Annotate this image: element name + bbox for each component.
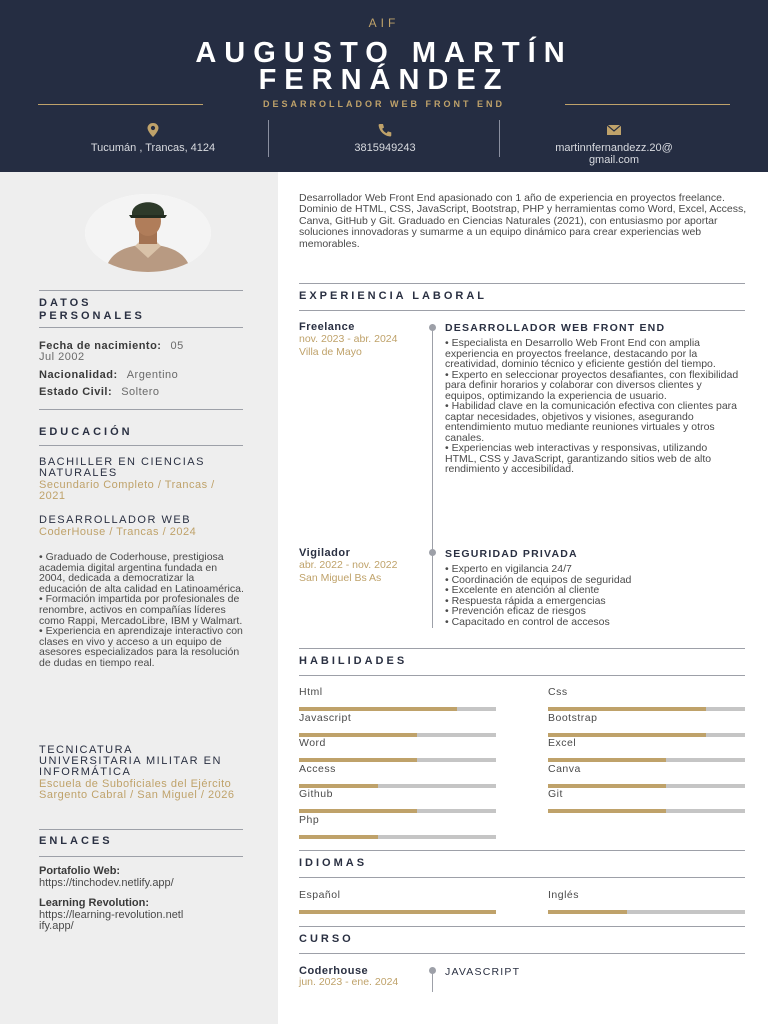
course-dates: jun. 2023 - ene. 2024 (299, 976, 399, 988)
skill-name: Word (299, 737, 326, 750)
section-title-experience: EXPERIENCIA LABORAL (299, 290, 487, 302)
skill-level-fill (299, 784, 378, 788)
job-company: Freelance (299, 321, 355, 333)
language-name: Inglés (548, 889, 580, 901)
skill-name: Excel (548, 737, 577, 750)
job-place: San Miguel Bs As (299, 572, 382, 584)
learning-link[interactable]: https://learning-revolution.netl ify.app/ (39, 909, 184, 932)
divider (39, 327, 243, 328)
timeline-dot (429, 324, 436, 331)
education-detail: Secundario Completo / Trancas / 2021 (39, 479, 215, 502)
course-name: JAVASCRIPT (445, 966, 521, 978)
mail-icon (605, 122, 623, 138)
education-bullets: • Graduado de Coderhouse, prestigiosa academia digital argentina fundada en 2004, dedicada a democratizar la educación de alta calidad en Latinoamérica. • Formación impartida por profesionales de renombre, activos en compañías líderes como Rappi, MercadoLibre, IBM y Walmart. • Experiencia en aprendizaje interactivo con clases en vivo y acceso a un equipo de asesores especializados para la resolución de dudas en tiempo real. (39, 551, 244, 669)
divider (39, 290, 243, 291)
course-institution: Coderhouse (299, 965, 369, 977)
birth-date: Fecha de nacimiento: 05 Jul 2002 (39, 340, 184, 363)
education-detail: CoderHouse / Trancas / 2024 (39, 526, 197, 538)
education-degree: BACHILLER EN CIENCIAS NATURALES (39, 456, 205, 479)
skill-item (548, 686, 745, 711)
divider (299, 926, 745, 927)
skill-level-bar (548, 707, 745, 711)
skill-name: Github (299, 788, 333, 801)
education-degree: DESARROLLADOR WEB (39, 514, 192, 526)
skill-item (548, 737, 745, 762)
skill-item (299, 814, 496, 839)
skill-level-fill (299, 707, 457, 711)
section-title-courses: CURSO (299, 933, 354, 945)
skill-name: Access (299, 762, 336, 775)
divider (299, 283, 745, 284)
skill-name: Php (299, 814, 320, 826)
skill-level-fill (548, 758, 666, 762)
language-level-fill (548, 910, 627, 914)
contact-phone (300, 122, 470, 154)
skill-item (548, 763, 745, 788)
skill-level-fill (299, 758, 417, 762)
skill-item (299, 737, 496, 762)
name-line-1: AUGUSTO MARTÍN (195, 37, 573, 69)
profile-summary: Desarrollador Web Front End apasionado con 1 año de experiencia en proyectos freelance. Dominio de HTML, CSS, JavaScript, Bootstrap, PHP y herramientas como Word, Excel, Access, Canva, GitHub y Git. Graduado en Ciencias Naturales (2021), con entusiasmo por aportar soluciones innovadoras y sumarme a un equipo dinámico para crear experiencias web memorables. (299, 192, 747, 250)
skill-name: Html (299, 686, 323, 698)
skill-item (299, 712, 496, 737)
skill-item (299, 686, 496, 711)
timeline-dot (429, 549, 436, 556)
skill-level-bar (299, 707, 496, 711)
section-title-links: ENLACES (39, 835, 113, 847)
job-dates: nov. 2023 - abr. 2024 (299, 333, 398, 345)
timeline-dot (429, 967, 436, 974)
skill-level-bar (299, 784, 496, 788)
section-title-languages: IDIOMAS (299, 857, 368, 869)
language-item (548, 889, 745, 914)
education-detail: Escuela de Suboficiales del Ejército Sargento Cabral / San Miguel / 2026 (39, 778, 235, 801)
skill-level-bar (299, 809, 496, 813)
full-name (0, 37, 768, 96)
language-level-fill (299, 910, 496, 914)
skill-level-bar (548, 733, 745, 737)
contact-location (60, 122, 246, 154)
skill-item (548, 712, 745, 737)
phone-text: 3815949243 (354, 142, 416, 154)
job-position: SEGURIDAD PRIVADA (445, 548, 578, 560)
initials: AIF (368, 16, 400, 30)
section-title-skills: HABILIDADES (299, 655, 408, 667)
skill-item (299, 763, 496, 788)
contact-email (516, 122, 712, 166)
language-level-bar (548, 910, 745, 914)
skill-level-bar (548, 784, 745, 788)
role-title: DESARROLLADOR WEB FRONT END (263, 99, 505, 109)
skill-name: Canva (548, 762, 581, 775)
divider (299, 648, 745, 649)
divider (39, 445, 243, 446)
job-bullets: • Especialista en Desarrollo Web Front End con amplia experiencia en proyectos freelance, destacando por la creatividad, dominio técnico y eficiente gestión del tiempo. • Experto en seleccionar proyectos desafiantes, con flexibilidad para definir horarios y colaborar con diversos clientes y equipos, optimizando la experiencia de usuario. • Habilidad clave en la comunicación efectiva con clientes para captar necesidades, objetivos y visiones, asegurando entendimiento mutuo mediante reuniones virtuales y otros canales. • Experiencias web interactivas y responsivas, utilizando HTML, CSS y JavaScript, garantizando sitios web de alto rendimiento y accesibilidad. (445, 337, 739, 475)
header (0, 0, 768, 172)
job-dates: abr. 2022 - nov. 2022 (299, 559, 398, 571)
skill-level-bar (299, 733, 496, 737)
location-text: Tucumán , Trancas, 4124 (90, 142, 216, 154)
education-degree: TECNICATURA UNIVERSITARIA MILITAR EN INFORMÁTICA (39, 744, 222, 778)
skill-level-bar (548, 809, 745, 813)
skill-item (299, 788, 496, 813)
job-bullets: • Experto en vigilancia 24/7 • Coordinación de equipos de seguridad • Excelente en atención al cliente • Respuesta rápida a emergencias • Prevención eficaz de riesgos • Capacitado en control de accesos (445, 563, 632, 628)
role-divider-right (565, 104, 730, 105)
name-line-2: FERNÁNDEZ (258, 64, 510, 96)
skill-level-fill (548, 707, 706, 711)
portfolio-label: Portafolio Web: (39, 865, 121, 877)
nationality: Nacionalidad: Argentino (39, 369, 179, 381)
phone-icon (376, 122, 394, 138)
skill-name: Bootstrap (548, 711, 598, 724)
divider (39, 409, 243, 410)
language-level-bar (299, 910, 496, 914)
skill-level-fill (299, 835, 378, 839)
email-line-2: gmail.com (588, 154, 640, 166)
skill-level-bar (299, 835, 496, 839)
skill-name: Css (548, 686, 568, 698)
profile-photo (85, 194, 211, 272)
skill-name: Javascript (299, 711, 352, 724)
skill-level-fill (548, 784, 666, 788)
divider (299, 310, 745, 311)
skill-level-fill (548, 733, 706, 737)
contact-divider (499, 120, 500, 157)
divider (299, 675, 745, 676)
divider (299, 850, 745, 851)
job-place: Villa de Mayo (299, 346, 362, 358)
divider (299, 953, 745, 954)
skill-level-fill (299, 733, 417, 737)
job-position: DESARROLLADOR WEB FRONT END (445, 322, 666, 334)
section-title-education: EDUCACIÓN (39, 426, 133, 438)
skill-level-bar (299, 758, 496, 762)
language-item (299, 889, 496, 914)
job-company: Vigilador (299, 547, 351, 559)
email-line-1: martinnfernandezz.20@ (555, 142, 673, 154)
divider (299, 877, 745, 878)
language-name: Español (299, 889, 341, 901)
civil-status: Estado Civil: Soltero (39, 386, 160, 398)
portfolio-link[interactable]: https://tinchodev.netlify.app/ (39, 877, 174, 889)
learning-label: Learning Revolution: (39, 897, 149, 909)
location-pin-icon (144, 122, 162, 138)
skill-level-fill (299, 809, 417, 813)
skill-item (548, 788, 745, 813)
skill-name: Git (548, 788, 563, 801)
section-title-personal: DATOS PERSONALES (39, 297, 145, 322)
divider (39, 829, 243, 830)
contact-divider (268, 120, 269, 157)
skill-level-bar (548, 758, 745, 762)
divider (39, 856, 243, 857)
skill-level-fill (548, 809, 666, 813)
timeline-line (432, 324, 433, 628)
